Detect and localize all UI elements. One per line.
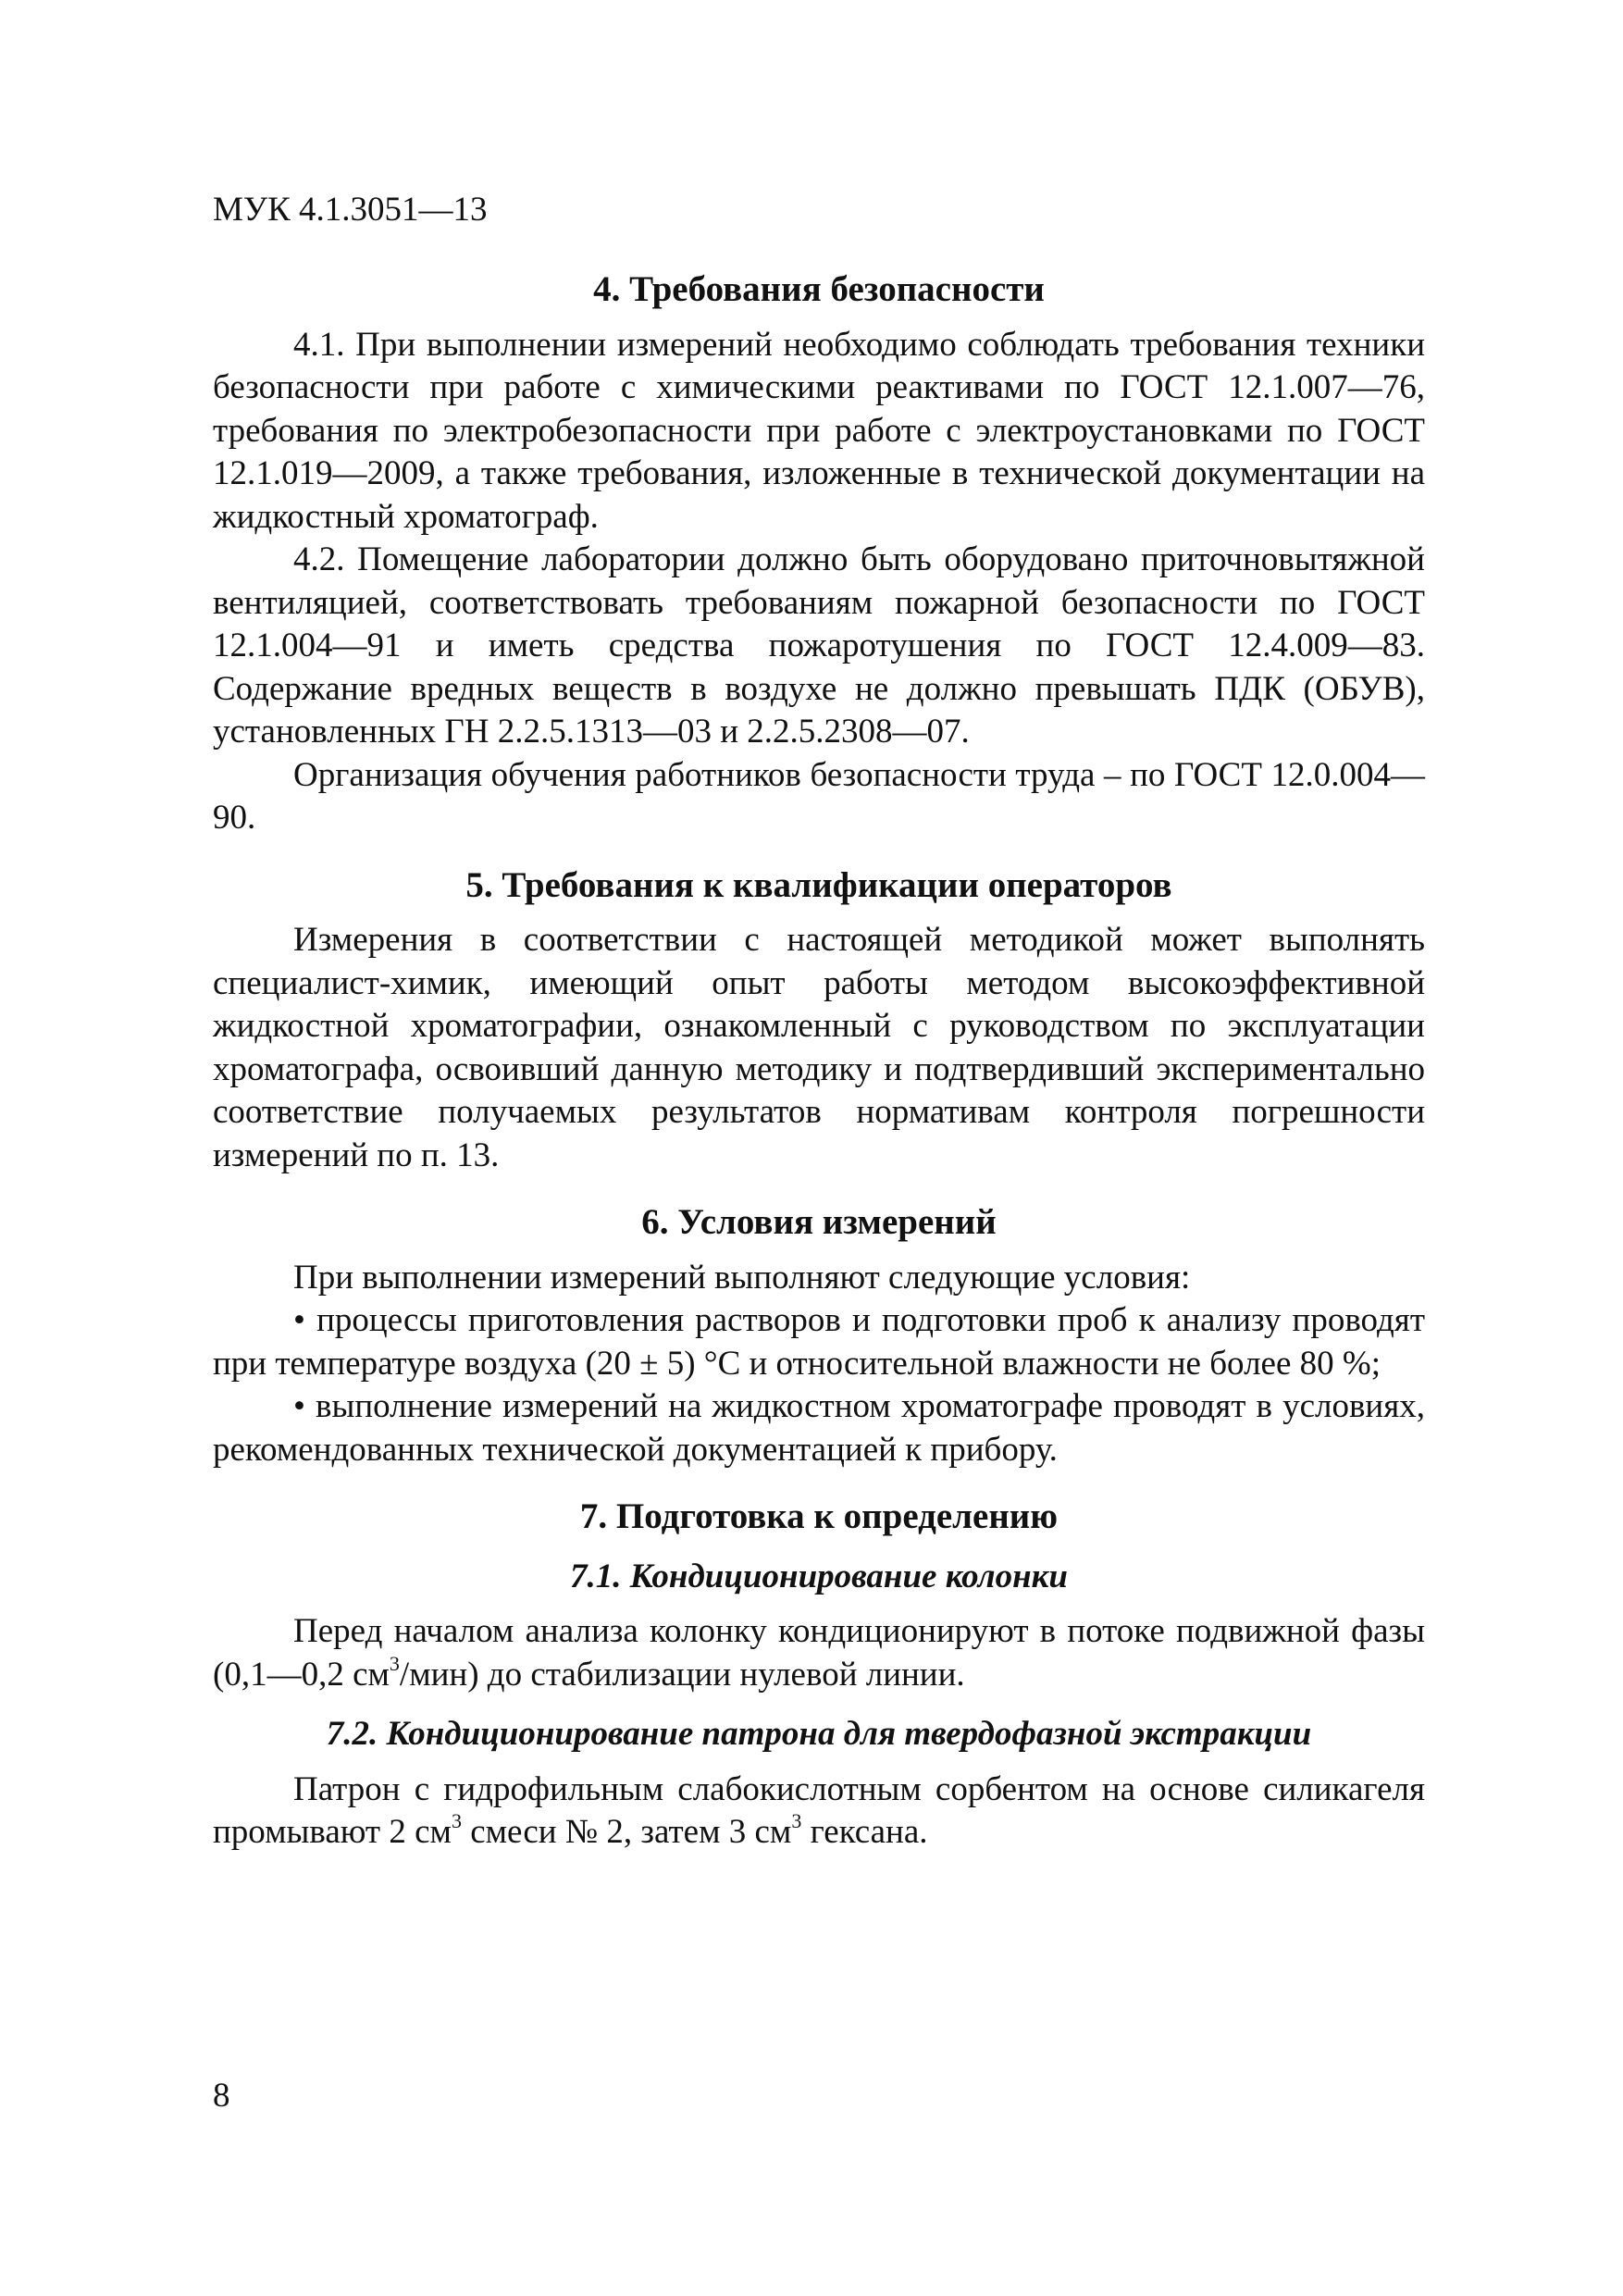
subsection-7-1-paragraph bbox=[213, 1610, 1425, 1696]
superscript-cubed: 3 bbox=[389, 1651, 400, 1675]
section-6-title: 6. Условия измерений bbox=[641, 1202, 997, 1242]
section-5-title: 5. Требования к квалификации операторов bbox=[465, 864, 1172, 905]
superscript-cubed: 3 bbox=[791, 1809, 802, 1832]
page-body bbox=[213, 268, 1425, 1855]
section-5-paragraph-1: Измерения в соответствии с настоящей методикой может выполнять специалист-химик, имеющий опыт работы методом высокоэффективной жидкостной хроматографии, ознакомленный с руководством по эксплуатации хроматографа, освоивший данную методику и подтвердивший экспериментально соответствие получаемых результатов нормативам контроля погрешности измерений по п. 13. bbox=[213, 921, 1425, 1174]
subsection-7-1-title: 7.1. Кондиционирование колонки bbox=[569, 1557, 1069, 1595]
subsection-7-2-title: 7.2. Кондиционирование патрона для твердофазной экстракции bbox=[326, 1715, 1312, 1753]
section-7-title: 7. Подготовка к определению bbox=[579, 1496, 1059, 1536]
section-4-title: 4. Требования безопасности bbox=[593, 269, 1045, 309]
section-6-intro: При выполнении измерений выполняют следующие условия: bbox=[293, 1258, 1191, 1297]
section-4-paragraph-1: 4.1. При выполнении измерений необходимо соблюдать требования техники безопасности при работе с химическими реактивами по ГОСТ 12.1.007—76, требования по электробезопасности при работе с электроустановками по ГОСТ 12.1.019—2009, а также требования, изложенные в технической документации на жидкостный хроматограф. bbox=[213, 325, 1425, 536]
page-number: 8 bbox=[213, 2077, 230, 2115]
section-4-paragraph-2: 4.2. Помещение лаборатории должно быть оборудовано приточновытяжной вентиляцией, соответствовать требованиям пожарной безопасности по ГОСТ 12.1.004—91 и иметь средства пожаротушения по ГОСТ 12.4.009—83. Содержание вредных веществ в воздухе не должно превышать ПДК (ОБУВ), установленных ГН 2.2.5.1313—03 и 2.2.5.2308—07. bbox=[213, 540, 1425, 751]
section-6-bullet-2: • выполнение измерений на жидкостном хроматографе проводят в условиях, рекомендованных технической документацией к прибору. bbox=[213, 1387, 1425, 1469]
subsection-7-2-text-a: Патрон с гидрофильным слабокислотным сорбентом на основе силикагеля промывают 2 см bbox=[213, 1769, 1425, 1851]
subsection-7-1-text-b: /мин) до стабилизации нулевой линии. bbox=[399, 1655, 965, 1694]
subsection-7-1-text-a: Перед началом анализа колонку кондиционируют в потоке подвижной фазы (0,1—0,2 см bbox=[213, 1612, 1425, 1694]
section-4-paragraph-3: Организация обучения работников безопасности труда – по ГОСТ 12.0.004—90. bbox=[213, 755, 1425, 837]
superscript-cubed: 3 bbox=[451, 1809, 462, 1832]
subsection-7-2-paragraph bbox=[213, 1769, 1425, 1855]
subsection-7-2-text-b: смеси № 2, затем 3 см bbox=[461, 1813, 792, 1851]
subsection-7-2-text-c: гексана. bbox=[801, 1813, 928, 1851]
section-6-bullet-1: • процессы приготовления растворов и подготовки проб к анализу проводят при температуре воздуха (20 ± 5) °С и относительной влажности не более 80 %; bbox=[213, 1301, 1425, 1383]
document-code-header: МУК 4.1.3051—13 bbox=[213, 191, 488, 229]
